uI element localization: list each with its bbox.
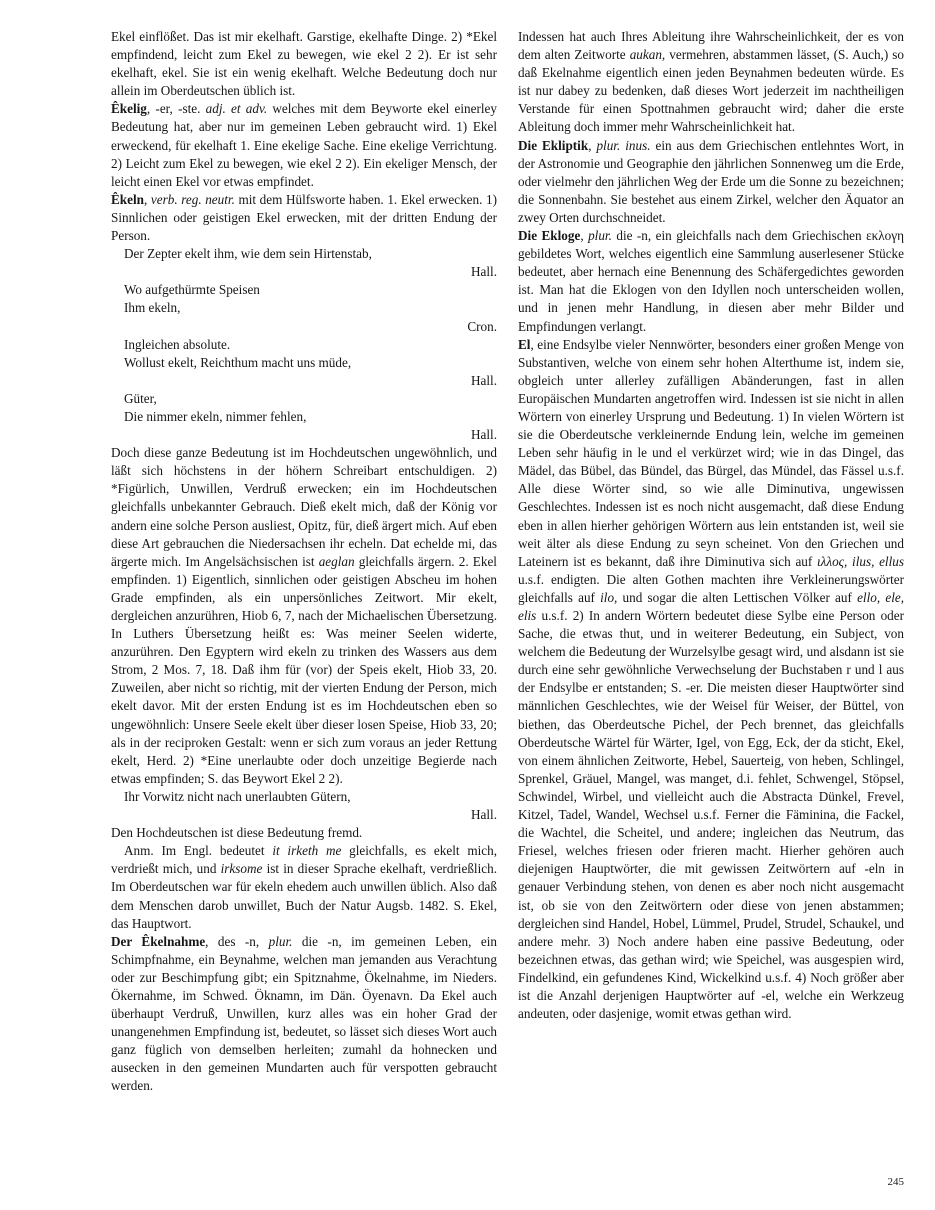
quote-source: Hall.	[470, 427, 497, 443]
entry-ekelnahme: Der Êkelnahme, des -n, plur. die -n, im gemeinen Leben, ein Schimpfnahme, ein Beynahme, welchen man jemanden aus Verachtung oder zur Beschimpfung gibt; ein Spitznahme, Ökelnahme, im Nieders. Ökernahme, im Schwed. Öknamn, im Dän. Öyenavn. Da Ekel auch überhaupt Verdruß, Unwillen, kurz alles was ein hoher Grad der unangenehmen Empfindung ist, bedeutet, so lässet sich dieses Wort auch ganz füglich von demselben herleiten; zumahl da hohnecken und ausecken in den gemeinen Mundarten auch für verspotten gebraucht werden.	[111, 933, 497, 1094]
grammar-label: plur.	[268, 933, 293, 949]
right-column	[518, 28, 904, 1023]
quote-source: Hall.	[470, 807, 497, 823]
headword: Der Êkelnahme	[111, 933, 206, 949]
verse-line: Die nimmer ekeln, nimmer fehlen,	[124, 408, 307, 424]
paragraph: Indessen hat auch Ihres Ableitung ihre Wahrscheinlichkeit, der es von dem alten Zeitworte aukan, vermehren, abstammen lässet, (S. Auch,) so daß Ekelnahme eigentlich einen jeden Beynahmen bedeuten würde. Es ist nur dabey zu bedenken, daß dieses Wort jederzeit im nachtheiligen Verstande für einen Spottnahmen gebraucht wird; daher die erste Ableitung doch immer mehr Wahrscheinlichkeit hat.	[518, 29, 904, 135]
greek-word: εκλογη	[866, 228, 904, 244]
headword: Die Ekloge	[518, 228, 581, 244]
verse-line: Ihr Vorwitz nicht nach unerlaubten Gütern,	[124, 788, 351, 804]
headword: Êkelig	[111, 101, 147, 117]
headword: Êkeln	[111, 191, 144, 207]
annotation: Anm. Im Engl. bedeutet it irketh me gleichfalls, es ekelt mich, verdrießt mich, und irksome ist in dieser Sprache ekelhaft, verdrießlich. Im Oberdeutschen war für ekeln ehedem auch unwillen üblich. Also daß dem Menschen darob unwillet, Buch der Natur Augsb. 1482. S. Ekel, das Hauptwort.	[111, 843, 497, 931]
entry-ekelig: Êkelig, -er, -ste. adj. et adv. welches mit dem Beyworte ekel einerley Bedeutung hat, aber nur im gemeinen Leben gebraucht wird. 1) Ekel erweckend, für ekelhaft 1. Eine ekelige Sache. Eine ekelige Verrichtung. 2) Leicht zum Ekel zu bewegen, wie ekel 2 2). Ein ekeliger Mensch, der leicht einen Ekel vor etwas empfindet.	[111, 101, 497, 189]
verse-line: Ingleichen absolute.	[124, 336, 231, 352]
entry-el: El, eine Endsylbe vieler Nennwörter, besonders einer großen Menge von Substantiven, welche von einem sehr hohen Alterthume ist, indem sie, obgleich unter allerley zufälligen Abänderungen, fast in allen Europäischen Mundarten angetroffen wird. Indessen ist sie nicht in allen Wörtern von einerley Ursprung und Bedeutung. 1) In vielen Wörtern ist sie die Oberdeutsche verkleinernde Endung lein, welche im gemeinen Leben sehr häufig in le und el verkürzet wird; wie in das Dingel, das Mädel, das Bübel, das Bündel, das Bürgel, das Mündel, das Fässel u.s.f. Alle diese Wörter sind, so wie alle Diminutiva, ungewissen Geschlechtes. Indessen ist es noch nicht ausgemacht, daß diese Endung eben in allen hierher gehörigen Wörtern aus lein entstanden ist, weil sie weit älter als diese Endung zu seyn scheinet. Von den Griechen und Lateinern ist es bekannt, daß ihre Diminutiva sich auf ιλλος, ilus, ellus u.s.f. endigten. Die alten Gothen machten ihre Verkleinerungswörter gleichfalls auf ilo, und sogar die alten Lettischen Völker auf ello, ele, elis u.s.f. 2) In andern Wörtern bedeutet diese Sylbe eine Person oder Sache, die etwas thut, und in weiterer Bedeutung, ein Subject, von welchem die Bedeutung der Wurzelsylbe gesagt wird, und alsdann ist sie durch eine sehr gewöhnliche Verwechselung der Buchstaben r und l aus der Endsylbe er entstanden; S. -er. Die meisten dieser Hauptwörter sind männlichen Geschlechtes, wie der Weisel für Weiser, der Büttel, von biethen, das Oberdeutsche Pichel, der Pech brennet, das gleichfalls Oberdeutsche Wärtel für Wärter, Igel, von Egg, Eck, der da sticht, Ekel, von einem ähnlichen Zeitworte, Hebel, Sauerteig, von heben, Schlingel, Sprenkel, Gräuel, Mangel, was manget, d.i. fehlet, Schwengel, Stöpsel, Schwindel, Wirbel, und vielleicht auch die Abstracta Dünkel, Frevel, Kitzel, Tadel, Wandel, Wechsel u.s.f. Ferner die Fäminina, die Fackel, die Wachtel, die Scheitel, und andere; ingleichen das Neutrum, das Friesel, welches friesen oder frieren macht. Hierher gehören auch diejenigen Hauptwörter, die mit gewissen Zeitwörtern auf -eln in genauer Verbindung stehen, von denen es aber noch nicht ausgemacht ist, ob sie von den Zeitwörtern oder diese von jenen abstammen; dergleichen sind Handel, Hobel, Lümmel, Prudel, Strudel, Schaukel, und andere mehr. 3) Noch andere haben eine passive Bedeutung, oder bezeichnen etwas, das gethan wird; wie Speichel, was ausgespien wird, Findelkind, ein gefundenes Kind, Wickelkind u.s.f. 4) Noch größer aber ist die Anzahl derjenigen Hauptwörter auf -el, welche ein Werkzeug andeuten, oder dasjenige, womit etwas gethan wird.	[518, 336, 905, 1022]
verse-line: Wo aufgethürmte Speisen	[124, 282, 260, 298]
verse-line: Der Zepter ekelt ihm, wie dem sein Hirtenstab,	[124, 246, 372, 262]
verse-line: Güter,	[124, 390, 157, 406]
entry-ekliptik: Die Ekliptik, plur. inus. ein aus dem Griechischen entlehntes Wort, in der Astronomie und Geographie den jährlichen Sonnenweg um die Erde, oder vielmehr den jährlichen Weg der Erde um die Sonne zu bezeichnen; die Sonnenbahn. Sie bestehet aus einem Zirkel, welcher den Äquator an zwey Orten durchschneidet.	[518, 137, 904, 225]
left-column	[111, 28, 497, 1096]
entry-ekloge: Die Ekloge, plur. die -n, ein gleichfalls nach dem Griechischen εκλογη gebildetes Wort, welches eigentlich eine Sammlung auserlesener Stücke bedeutet, aber hernach eine Benennung des Schäfergedichtes geworden ist. Man hat die Eklogen von den Idyllen noch unterscheiden wollen, und in jenen mehr Handlung, in diesen aber mehr Bilder und Empfindungen verlangt.	[518, 228, 904, 334]
quote-source: Hall.	[470, 264, 497, 280]
quote-source: Hall.	[470, 372, 497, 388]
grammar-label: plur.	[588, 228, 612, 244]
page-number: 245	[887, 1176, 904, 1188]
quote-source: Cron.	[467, 318, 497, 334]
paragraph: Doch diese ganze Bedeutung ist im Hochdeutschen ungewöhnlich, und läßt sich höchstens in der höhern Schreibart entschuldigen. 2) *Figürlich, Unwillen, Verdruß erwecken; ein im Hochdeutschen gleichfalls unbekannter Gebrauch. Dieß ekelt mich, daß der König vor andern eine solche Person ausliest, Opitz, für, dieß ärgert mich. Auf eben diese Art gebrauchen die Niedersachsen ihr echeln. Dat echelde mi, das ärgerte mich. Im Angelsächsischen ist aeglan gleichfalls ärgern. 2. Ekel empfinden. 1) Eigentlich, sinnlichen oder geistigen Abscheu im hohen Grade empfinden, als ein unpersönliches Zeitwort. Mir ekelt, dergleichen anzurühren, Hiob 6, 7, nach der Michaelischen Übersetzung. In Luthers Übersetzung heißt es: Was meiner Seelen widerte, anzurühren. Den Egyptern wird ekeln zu trinken des Wassers aus dem Strom, 2 Mos. 7, 18. Daß ihm für (vor) der Speis ekelt, Hiob 33, 20. Zuweilen, aber nicht so richtig, mit der vierten Endung der Person, mich ekelt davor. Mit der ersten Endung ist es im Hochdeutschen eben so ungewöhnlich: Unsere Seele ekelt über dieser losen Speise, Hiob 33, 20; als in der reciproken Gestalt: wenn er sich zum voraus an jeder Rettung ekelt, Herd. 2) *Eine unerlaubte oder doch unzeitige Begierde nach etwas empfinden; S. das Beywort Ekel 2 2).	[111, 445, 497, 786]
paragraph: Den Hochdeutschen ist diese Bedeutung fremd.	[111, 825, 363, 841]
verse-line: Wollust ekelt, Reichthum macht uns müde,	[124, 354, 352, 370]
entry-ekeln: Êkeln, verb. reg. neutr. mit dem Hülfsworte haben. 1. Ekel erwecken. 1) Sinnlichen oder geistigen Ekel erwecken, mit der dritten Endung der Person.	[111, 191, 497, 244]
headword: El	[518, 336, 531, 352]
paragraph: Ekel einflößet. Das ist mir ekelhaft. Garstige, ekelhafte Dinge. 2) *Ekel empfindend, leicht zum Ekel zu bewegen, wie ekel 2 2). Er ist sehr ekelhaft, ekel. Sie ist ein wenig ekelhaft. Welche Bedeutung doch nur allein im Oberdeutschen üblich ist.	[111, 29, 497, 99]
headword: Die Ekliptik	[518, 137, 589, 153]
grammar-label: adj. et adv.	[205, 101, 268, 117]
grammar-label: plur. inus.	[596, 137, 651, 153]
grammar-label: verb. reg. neutr.	[150, 191, 235, 207]
verse-line: Ihm ekeln,	[124, 300, 181, 316]
